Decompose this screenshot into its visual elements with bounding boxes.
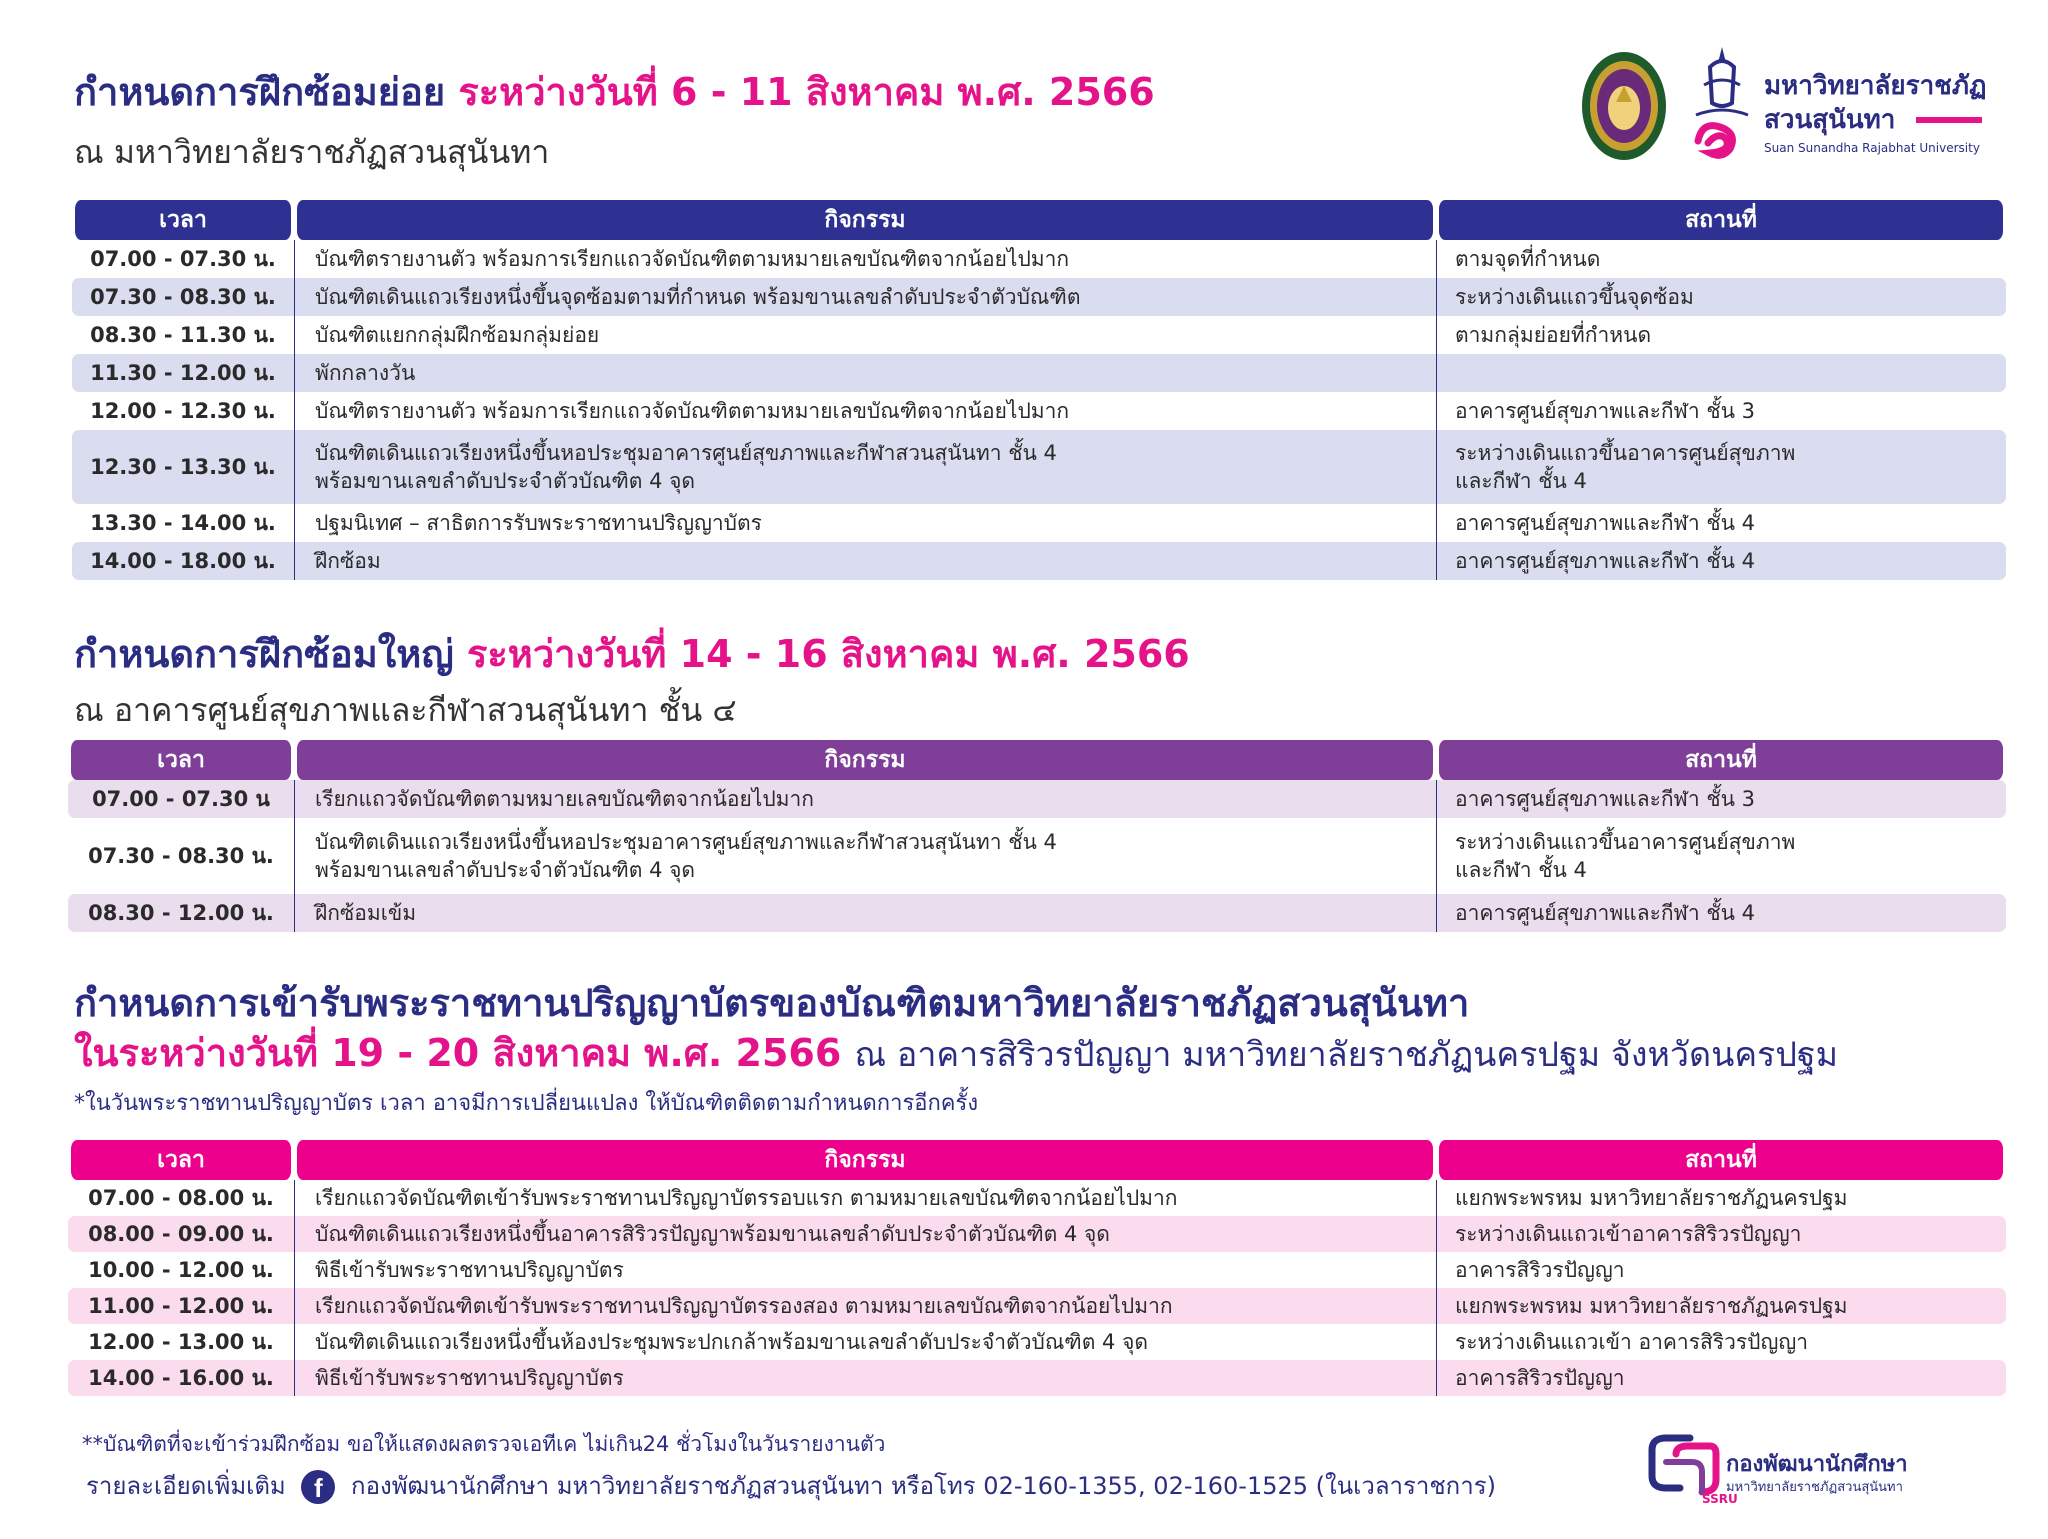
footer-note: **บัณฑิตที่จะเข้าร่วมฝึกซ้อม ขอให้แสดงผลตรวจเอทีเค ไม่เกิน24 ชั่วโมงในวันรายงานตัว — [82, 1432, 886, 1456]
section2-title — [74, 634, 1190, 676]
section2-subtitle: ณ อาคารศูนย์สุขภาพและกีฬาสวนสุนันทา ชั้น ๔ — [74, 691, 737, 729]
dept-sub: มหาวิทยาลัยราชภัฏสวนสุนันทา — [1726, 1480, 1903, 1495]
section3-title-line2 — [74, 1033, 1838, 1075]
header-time: เวลา — [68, 1140, 294, 1180]
section3-title-dates: ในระหว่างวันที่ 19 - 20 สิงหาคม พ.ศ. 2566 — [74, 1031, 855, 1075]
ssru-name-line2: สวนสุนันทา — [1764, 105, 1896, 135]
section3-table — [68, 1140, 2006, 1396]
section2-header-row — [68, 740, 2006, 780]
section2-title-dates: ระหว่างวันที่ 14 - 16 สิงหาคม พ.ศ. 2566 — [466, 632, 1190, 676]
row-location: ระหว่างเดินแถวเข้าอาคารสิริวรปัญญา — [1436, 1216, 2006, 1252]
section2-title-main: กำหนดการฝึกซ้อมใหญ่ — [74, 632, 467, 676]
table-row — [72, 392, 2006, 430]
header-location: สถานที่ — [1436, 740, 2006, 780]
row-activity: ฝึกซ้อม — [294, 542, 1436, 580]
row-time: 07.30 - 08.30 น. — [88, 843, 274, 868]
section1-title-dates: ระหว่างวันที่ 6 - 11 สิงหาคม พ.ศ. 2566 — [458, 70, 1155, 114]
ssru-name-line1: มหาวิทยาลัยราชภัฏ — [1764, 71, 1987, 101]
section3-note: *ในวันพระราชทานปริญญาบัตร เวลา อาจมีการเปลี่ยนแปลง ให้บัณฑิตติดตามกำหนดการอีกครั้ง — [74, 1091, 979, 1116]
header-time: เวลา — [72, 200, 294, 240]
row-location — [1436, 430, 2006, 504]
table-row — [72, 542, 2006, 580]
row-time: 07.30 - 08.30 น. — [72, 278, 294, 316]
row-time: 13.30 - 14.00 น. — [90, 510, 276, 535]
row-activity — [294, 818, 1436, 894]
table-row — [68, 1252, 2006, 1288]
section1-title-main: กำหนดการฝึกซ้อมย่อย — [74, 70, 459, 114]
table-row — [68, 894, 2006, 932]
ssru-accent-bar — [1916, 117, 1982, 123]
table-row — [68, 780, 2006, 818]
row-activity: บัณฑิตแยกกลุ่มฝึกซ้อมกลุ่มย่อย — [294, 316, 1436, 354]
row-activity: เรียกแถวจัดบัณฑิตเข้ารับพระราชทานปริญญาบัตรรอบแรก ตามหมายเลขบัณฑิตจากน้อยไปมาก — [294, 1180, 1436, 1216]
header-location: สถานที่ — [1436, 200, 2006, 240]
row-location: อาคารศูนย์สุขภาพและกีฬา ชั้น 3 — [1436, 392, 2006, 430]
header-location: สถานที่ — [1436, 1140, 2006, 1180]
row-activity-line2: พร้อมขานเลขลำดับประจำตัวบัณฑิต 4 จุด — [315, 469, 696, 493]
row-location: ตามจุดที่กำหนด — [1436, 240, 2006, 278]
table-row — [68, 1216, 2006, 1252]
row-activity: บัณฑิตรายงานตัว พร้อมการเรียกแถวจัดบัณฑิตตามหมายเลขบัณฑิตจากน้อยไปมาก — [294, 392, 1436, 430]
table-row — [68, 1288, 2006, 1324]
row-location: ระหว่างเดินแถวขึ้นจุดซ้อม — [1436, 278, 2006, 316]
row-location: ตามกลุ่มย่อยที่กำหนด — [1436, 316, 2006, 354]
section2-table — [68, 740, 2006, 932]
row-location: อาคารศูนย์สุขภาพและกีฬา ชั้น 4 — [1436, 542, 2006, 580]
table-row — [68, 818, 2006, 894]
footer-more-label: รายละเอียดเพิ่มเติม — [86, 1472, 286, 1500]
table-row — [68, 1324, 2006, 1360]
row-location: อาคารสิริวรปัญญา — [1436, 1252, 2006, 1288]
row-activity: บัณฑิตรายงานตัว พร้อมการเรียกแถวจัดบัณฑิตตามหมายเลขบัณฑิตจากน้อยไปมาก — [294, 240, 1436, 278]
row-time: 07.00 - 07.30 น — [68, 780, 294, 818]
row-time: 08.30 - 11.30 น. — [90, 322, 276, 347]
row-activity: เรียกแถวจัดบัณฑิตตามหมายเลขบัณฑิตจากน้อยไปมาก — [294, 780, 1436, 818]
row-activity: พิธีเข้ารับพระราชทานปริญญาบัตร — [294, 1252, 1436, 1288]
header-activity: กิจกรรม — [294, 200, 1436, 240]
row-activity-line1: บัณฑิตเดินแถวเรียงหนึ่งขึ้นหอประชุมอาคารศูนย์สุขภาพและกีฬาสวนสุนันทา ชั้น 4 — [315, 829, 1057, 854]
row-time: 14.00 - 16.00 น. — [68, 1360, 294, 1396]
header-time: เวลา — [68, 740, 294, 780]
row-activity: พิธีเข้ารับพระราชทานปริญญาบัตร — [294, 1360, 1436, 1396]
row-location: แยกพระพรหม มหาวิทยาลัยราชภัฏนครปฐม — [1436, 1180, 2006, 1216]
footer-contact: กองพัฒนานักศึกษา มหาวิทยาลัยราชภัฏสวนสุนันทา หรือโทร 02-160-1355, 02-160-1525 (ในเวลาราชการ) — [351, 1472, 1496, 1500]
section1-table — [72, 200, 2006, 580]
row-activity: บัณฑิตเดินแถวเรียงหนึ่งขึ้นจุดซ้อมตามที่กำหนด พร้อมขานเลขลำดับประจำตัวบัณฑิต — [294, 278, 1436, 316]
section3-title-venue: ณ อาคารสิริวรปัญญา มหาวิทยาลัยราชภัฏนครปฐม จังหวัดนครปฐม — [854, 1035, 1839, 1075]
row-time: 12.30 - 13.30 น. — [72, 430, 294, 504]
table-row — [68, 1360, 2006, 1396]
footer-contact-line — [86, 1466, 1496, 1505]
row-location-line1: ระหว่างเดินแถวขึ้นอาคารศูนย์สุขภาพ — [1455, 440, 1796, 465]
row-time: 12.00 - 13.00 น. — [88, 1329, 274, 1354]
row-activity: บัณฑิตเดินแถวเรียงหนึ่งขึ้นห้องประชุมพระปกเกล้าพร้อมขานเลขลำดับประจำตัวบัณฑิต 4 จุด — [294, 1324, 1436, 1360]
row-time: 08.00 - 09.00 น. — [68, 1216, 294, 1252]
row-time: 11.00 - 12.00 น. — [68, 1288, 294, 1324]
row-time: 11.30 - 12.00 น. — [72, 354, 294, 392]
section1-title — [74, 72, 1155, 114]
row-location: อาคารศูนย์สุขภาพและกีฬา ชั้น 4 — [1436, 504, 2006, 542]
row-activity: เรียกแถวจัดบัณฑิตเข้ารับพระราชทานปริญญาบัตรรองสอง ตามหมายเลขบัณฑิตจากน้อยไปมาก — [294, 1288, 1436, 1324]
table-row — [72, 316, 2006, 354]
university-seal — [1580, 50, 1668, 162]
row-activity: ฝึกซ้อมเข้ม — [294, 894, 1436, 932]
row-location — [1436, 818, 2006, 894]
table-row — [72, 354, 2006, 392]
dept-name: กองพัฒนานักศึกษา — [1726, 1452, 1908, 1477]
row-activity — [294, 430, 1436, 504]
ssru-name-en: Suan Sunandha Rajabhat University — [1764, 141, 1980, 155]
row-location-line2: และกีฬา ชั้น 4 — [1455, 469, 1587, 493]
header-activity: กิจกรรม — [294, 1140, 1436, 1180]
row-time: 07.00 - 07.30 น. — [90, 246, 276, 271]
ssru-crown-icon — [1682, 45, 1762, 165]
row-location — [1436, 354, 2006, 392]
row-activity: บัณฑิตเดินแถวเรียงหนึ่งขึ้นอาคารสิริวรปัญญาพร้อมขานเลขลำดับประจำตัวบัณฑิต 4 จุด — [294, 1216, 1436, 1252]
dept-mark-text: SSRU — [1702, 1492, 1738, 1506]
row-time: 08.30 - 12.00 น. — [68, 894, 294, 932]
table-row — [72, 240, 2006, 278]
row-location: อาคารศูนย์สุขภาพและกีฬา ชั้น 4 — [1436, 894, 2006, 932]
table-row — [72, 504, 2006, 542]
row-location: อาคารสิริวรปัญญา — [1436, 1360, 2006, 1396]
row-location: อาคารศูนย์สุขภาพและกีฬา ชั้น 3 — [1436, 780, 2006, 818]
row-activity-line1: บัณฑิตเดินแถวเรียงหนึ่งขึ้นหอประชุมอาคารศูนย์สุขภาพและกีฬาสวนสุนันทา ชั้น 4 — [315, 440, 1057, 465]
row-activity: พักกลางวัน — [294, 354, 1436, 392]
row-location: แยกพระพรหม มหาวิทยาลัยราชภัฏนครปฐม — [1436, 1288, 2006, 1324]
header-activity: กิจกรรม — [294, 740, 1436, 780]
row-location: ระหว่างเดินแถวเข้า อาคารสิริวรปัญญา — [1436, 1324, 2006, 1360]
ssru-logo — [1682, 45, 2002, 165]
table-row — [72, 430, 2006, 504]
university-seal-icon — [1580, 50, 1668, 162]
row-time: 12.00 - 12.30 น. — [90, 398, 276, 423]
section3-header-row — [68, 1140, 2006, 1180]
row-activity-line2: พร้อมขานเลขลำดับประจำตัวบัณฑิต 4 จุด — [315, 858, 696, 882]
row-location-line1: ระหว่างเดินแถวขึ้นอาคารศูนย์สุขภาพ — [1455, 829, 1796, 854]
dept-logo — [1646, 1432, 1936, 1512]
table-row — [68, 1180, 2006, 1216]
row-activity: ปฐมนิเทศ – สาธิตการรับพระราชทานปริญญาบัตร — [294, 504, 1436, 542]
row-time: 10.00 - 12.00 น. — [88, 1257, 274, 1282]
row-time: 07.00 - 08.00 น. — [88, 1185, 274, 1210]
row-location-line2: และกีฬา ชั้น 4 — [1455, 858, 1587, 882]
section1-subtitle: ณ มหาวิทยาลัยราชภัฏสวนสุนันทา — [74, 133, 550, 171]
facebook-icon[interactable]: f — [301, 1470, 335, 1504]
section1-header-row — [72, 200, 2006, 240]
section3-title: กำหนดการเข้ารับพระราชทานปริญญาบัตรของบัณฑิตมหาวิทยาลัยราชภัฏสวนสุนันทา — [74, 981, 1470, 1025]
row-time: 14.00 - 18.00 น. — [72, 542, 294, 580]
table-row — [72, 278, 2006, 316]
